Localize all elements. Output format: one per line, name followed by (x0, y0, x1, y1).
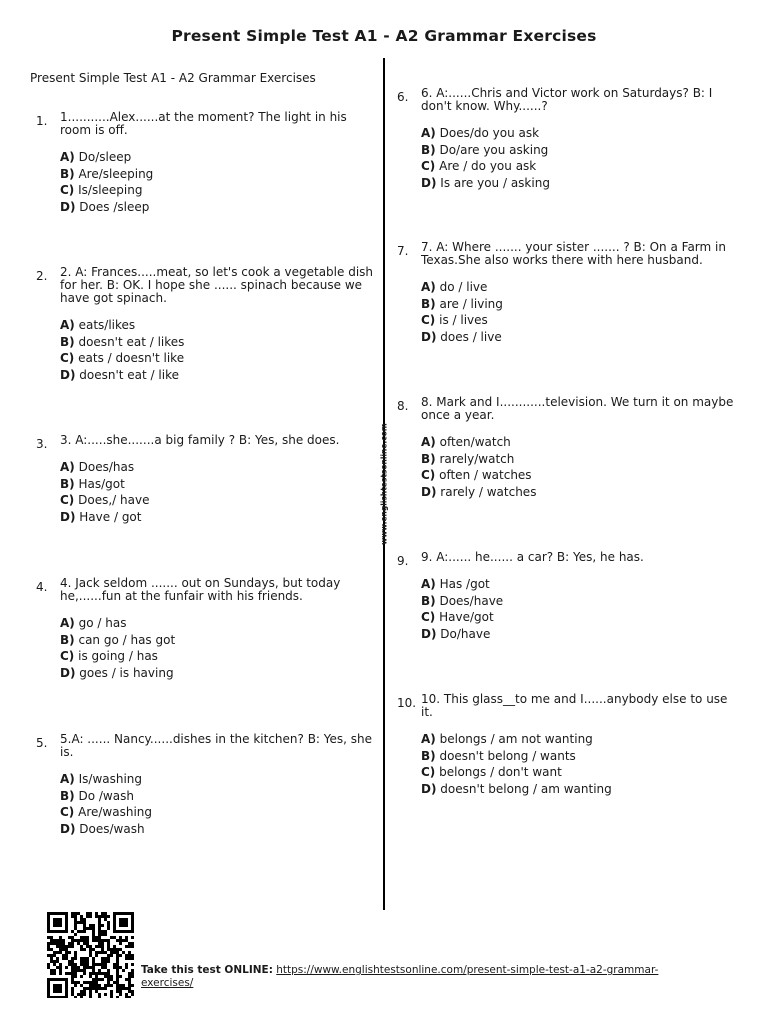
option-letter: D) (421, 781, 437, 796)
option-letter: A) (421, 435, 436, 449)
option-c[interactable] (60, 648, 376, 665)
option-text: Are/sleeping (78, 166, 154, 181)
option-text: belongs / am not wanting (439, 732, 593, 746)
footer-label: Take this test ONLINE: (141, 964, 273, 976)
option-c[interactable] (421, 467, 742, 484)
question-text: 7. A: Where ....... your sister ....... ? B: On a Farm in Texas.She also works there with here husband. (421, 240, 726, 267)
option-letter: A) (60, 318, 75, 332)
options-list (421, 279, 742, 345)
option-text: do / live (439, 280, 488, 294)
option-text: Does/wash (79, 821, 145, 836)
option-c[interactable] (60, 492, 376, 509)
question-4 (36, 577, 376, 681)
question-1 (36, 111, 376, 215)
option-d[interactable] (60, 821, 376, 838)
option-c[interactable] (60, 804, 376, 821)
question-text: 8. Mark and I............television. We turn it on maybe once a year. (421, 395, 734, 422)
option-letter: B) (60, 166, 75, 181)
option-text: Are / do you ask (439, 159, 537, 174)
option-letter: B) (421, 748, 436, 763)
question-text: 4. Jack seldom ....... out on Sundays, but today he,......fun at the funfair with his friends. (60, 576, 341, 603)
options-list (60, 771, 376, 837)
question-text: 10. This glass__to me and I......anybody else to use it. (421, 692, 728, 719)
option-c[interactable] (421, 312, 742, 329)
option-text: rarely / watches (440, 484, 537, 499)
document-subtitle: Present Simple Test A1 - A2 Grammar Exercises (30, 71, 316, 85)
option-letter: C) (60, 493, 75, 508)
option-letter: C) (60, 183, 75, 198)
footer (141, 964, 701, 990)
option-letter: C) (421, 159, 436, 174)
question-5 (36, 733, 376, 837)
option-text: Is/sleeping (78, 183, 143, 198)
option-letter: D) (60, 821, 76, 836)
question-text: 3. A:.....she.......a big family ? B: Yes, she does. (60, 433, 340, 447)
option-letter: B) (60, 788, 75, 803)
option-text: rarely/watch (439, 451, 515, 466)
option-text: often/watch (439, 435, 511, 449)
option-text: Do/are you asking (439, 142, 549, 157)
option-d[interactable] (421, 484, 742, 501)
option-letter: A) (421, 280, 436, 294)
option-letter: C) (60, 649, 75, 664)
option-text: Do /wash (78, 788, 134, 803)
option-text: Have/got (439, 610, 494, 625)
question-number: 7. (397, 244, 409, 258)
option-b[interactable] (60, 632, 376, 649)
option-letter: B) (60, 632, 75, 647)
question-number: 8. (397, 399, 409, 413)
option-c[interactable] (60, 350, 376, 367)
question-6 (397, 87, 742, 191)
option-letter: D) (60, 665, 76, 680)
question-text: 2. A: Frances.....meat, so let's cook a vegetable dish for her. B: OK. I hope she ...... spinach because we have got spinach. (60, 265, 374, 305)
option-d[interactable] (421, 626, 742, 643)
side-watermark: www.englishtestsonline.com (379, 423, 389, 545)
option-c[interactable] (421, 764, 742, 781)
option-a[interactable] (421, 731, 742, 748)
option-letter: A) (421, 577, 436, 591)
option-letter: D) (421, 626, 437, 641)
option-letter: D) (421, 329, 437, 344)
option-letter: A) (60, 616, 75, 630)
option-letter: A) (60, 150, 75, 164)
option-text: Does/do you ask (439, 126, 540, 140)
option-text: Is/washing (78, 772, 143, 786)
option-b[interactable] (421, 748, 742, 765)
option-b[interactable] (60, 334, 376, 351)
question-9 (397, 551, 742, 642)
option-letter: A) (421, 732, 436, 746)
option-letter: C) (421, 610, 436, 625)
option-text: Have / got (79, 509, 142, 524)
option-letter: D) (421, 484, 437, 499)
option-c[interactable] (60, 182, 376, 199)
option-text: Does /sleep (79, 199, 150, 214)
option-text: is going / has (78, 649, 158, 664)
option-text: Does/has (78, 460, 135, 474)
option-text: does / live (440, 329, 502, 344)
qr-code-graphic (47, 912, 137, 998)
option-text: is / lives (439, 313, 488, 328)
option-text: doesn't eat / like (79, 367, 179, 382)
option-letter: A) (421, 126, 436, 140)
options-list (60, 317, 376, 383)
options-list (60, 615, 376, 681)
question-7 (397, 241, 742, 345)
options-list (60, 149, 376, 215)
question-number: 1. (36, 114, 48, 128)
option-d[interactable] (60, 509, 376, 526)
option-text: Has /got (439, 577, 490, 591)
option-b[interactable] (421, 451, 742, 468)
option-letter: D) (421, 175, 437, 190)
option-letter: D) (60, 509, 76, 524)
option-a[interactable] (60, 149, 376, 166)
option-text: can go / has got (78, 632, 176, 647)
footer-link[interactable]: https://www.englishtestsonline.com/present-simple-test-a1-a2-grammar-exercises/ (141, 964, 659, 989)
option-b[interactable] (60, 476, 376, 493)
option-letter: B) (421, 296, 436, 311)
option-a[interactable] (421, 576, 742, 593)
option-text: doesn't belong / am wanting (440, 781, 612, 796)
option-letter: C) (421, 313, 436, 328)
option-text: Has/got (78, 476, 125, 491)
option-a[interactable] (421, 279, 742, 296)
option-letter: B) (60, 476, 75, 491)
question-text: 6. A:......Chris and Victor work on Saturdays? B: I don't know. Why......? (421, 86, 713, 113)
option-text: Does/have (439, 593, 504, 608)
option-letter: D) (60, 367, 76, 382)
option-text: doesn't eat / likes (78, 334, 185, 349)
option-letter: C) (421, 468, 436, 483)
option-a[interactable] (421, 434, 742, 451)
option-letter: B) (60, 334, 75, 349)
option-a[interactable] (60, 317, 376, 334)
option-letter: D) (60, 199, 76, 214)
option-text: eats/likes (78, 318, 136, 332)
question-3 (36, 434, 376, 525)
question-text: 1...........Alex......at the moment? The light in his room is off. (60, 110, 347, 137)
option-text: Are/washing (78, 805, 153, 820)
question-10 (397, 693, 742, 797)
option-d[interactable] (60, 199, 376, 216)
option-text: belongs / don't want (439, 765, 562, 780)
option-b[interactable] (421, 593, 742, 610)
option-text: are / living (439, 296, 503, 311)
option-a[interactable] (60, 459, 376, 476)
question-number: 10. (397, 696, 417, 710)
option-d[interactable] (421, 175, 742, 192)
options-list (421, 125, 742, 191)
option-b[interactable] (421, 296, 742, 313)
question-number: 2. (36, 269, 48, 283)
option-text: Is are you / asking (440, 175, 550, 190)
option-c[interactable] (421, 609, 742, 626)
option-letter: A) (60, 772, 75, 786)
option-letter: C) (60, 805, 75, 820)
question-number: 9. (397, 554, 409, 568)
option-letter: C) (60, 351, 75, 366)
option-text: eats / doesn't like (78, 351, 185, 366)
question-number: 4. (36, 580, 48, 594)
question-text: 5.A: ...... Nancy......dishes in the kitchen? B: Yes, she is. (60, 732, 373, 759)
option-text: Do/have (440, 626, 491, 641)
page-title: Present Simple Test A1 - A2 Grammar Exercises (171, 27, 597, 45)
option-b[interactable] (60, 788, 376, 805)
options-list (421, 434, 742, 500)
question-number: 5. (36, 736, 48, 750)
option-b[interactable] (421, 142, 742, 159)
option-letter: A) (60, 460, 75, 474)
option-text: doesn't belong / wants (439, 748, 576, 763)
options-list (421, 576, 742, 642)
option-text: often / watches (439, 468, 532, 483)
question-number: 6. (397, 90, 409, 104)
option-c[interactable] (421, 158, 742, 175)
options-list (421, 731, 742, 797)
option-letter: B) (421, 142, 436, 157)
option-d[interactable] (60, 665, 376, 682)
option-text: Does,/ have (78, 493, 150, 508)
option-text: Do/sleep (78, 150, 132, 164)
option-letter: B) (421, 593, 436, 608)
option-d[interactable] (421, 329, 742, 346)
options-list (60, 459, 376, 525)
option-letter: B) (421, 451, 436, 466)
question-8 (397, 396, 742, 500)
option-d[interactable] (421, 781, 742, 798)
option-letter: C) (421, 765, 436, 780)
option-text: go / has (78, 616, 127, 630)
option-text: goes / is having (79, 665, 174, 680)
question-text: 9. A:...... he...... a car? B: Yes, he has. (421, 550, 644, 564)
qr-code[interactable] (47, 912, 137, 998)
option-b[interactable] (60, 166, 376, 183)
option-d[interactable] (60, 367, 376, 384)
option-a[interactable] (421, 125, 742, 142)
question-2 (36, 266, 376, 383)
option-a[interactable] (60, 771, 376, 788)
option-a[interactable] (60, 615, 376, 632)
question-number: 3. (36, 437, 48, 451)
